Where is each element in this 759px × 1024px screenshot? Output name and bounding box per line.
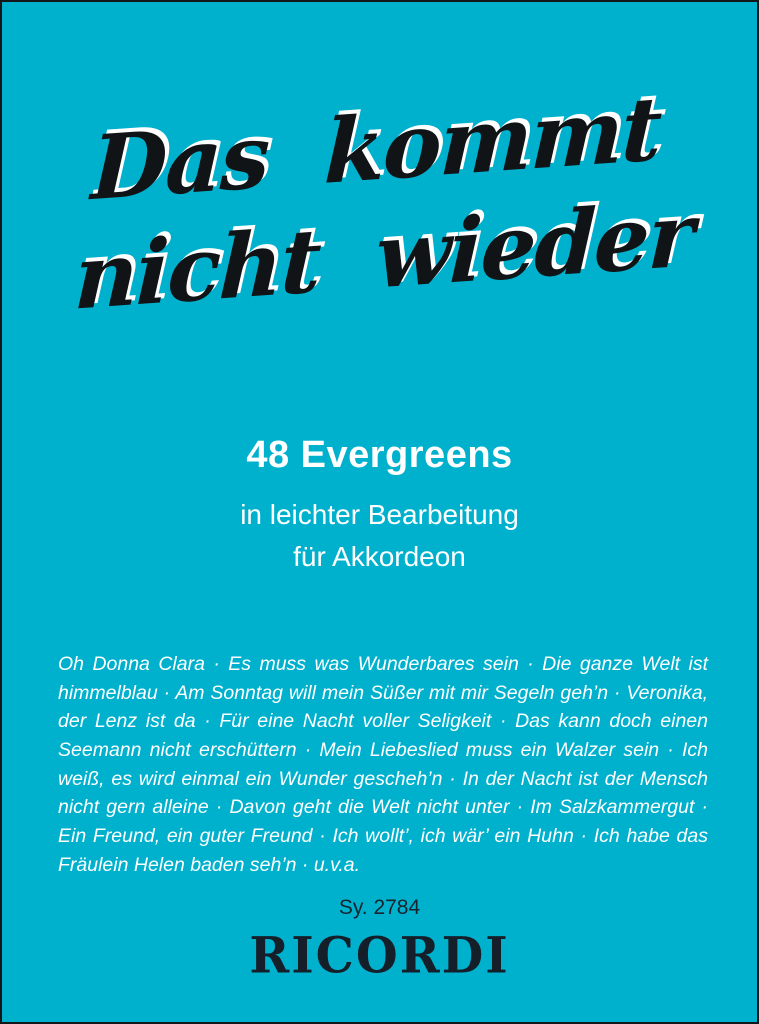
plate-number: Sy. 2784 [338,896,421,919]
publisher-wordmark: RICORDI [249,926,510,986]
song-list: Oh Donna Clara · Es muss was Wunderbares sein · Die ganze Welt ist himmelblau · Am Sonntag will mein Süßer mit mir Segeln geh’n · Veronika, der Lenz ist da · Für eine Nacht voller Seligkeit · Das kann doch einen Seemann nicht erschüttern · Mein Liebeslied muss ein Walzer sein · Ich weiß, es wird einmal ein Wunder gescheh’n · In der Nacht ist der Mensch nicht gern alleine · Davon geht die Welt nicht unter · Im Salzkammergut · Ein Freund, ein guter Freund · Ich wollt’, ich wär’ ein Huhn · Ich habe das Fräulein Helen baden seh’n · u.v.a. [58,653,708,876]
cover-title-line1: Das kommt [89,75,662,221]
cover-title-line2: nicht wieder [72,182,694,330]
cover-title [0,68,759,336]
collection-heading: 48 Evergreens [246,434,513,476]
subtitle-arrangement: in leichter Bearbeitung [240,499,519,530]
subtitle-instrument: für Akkordeon [293,541,466,572]
